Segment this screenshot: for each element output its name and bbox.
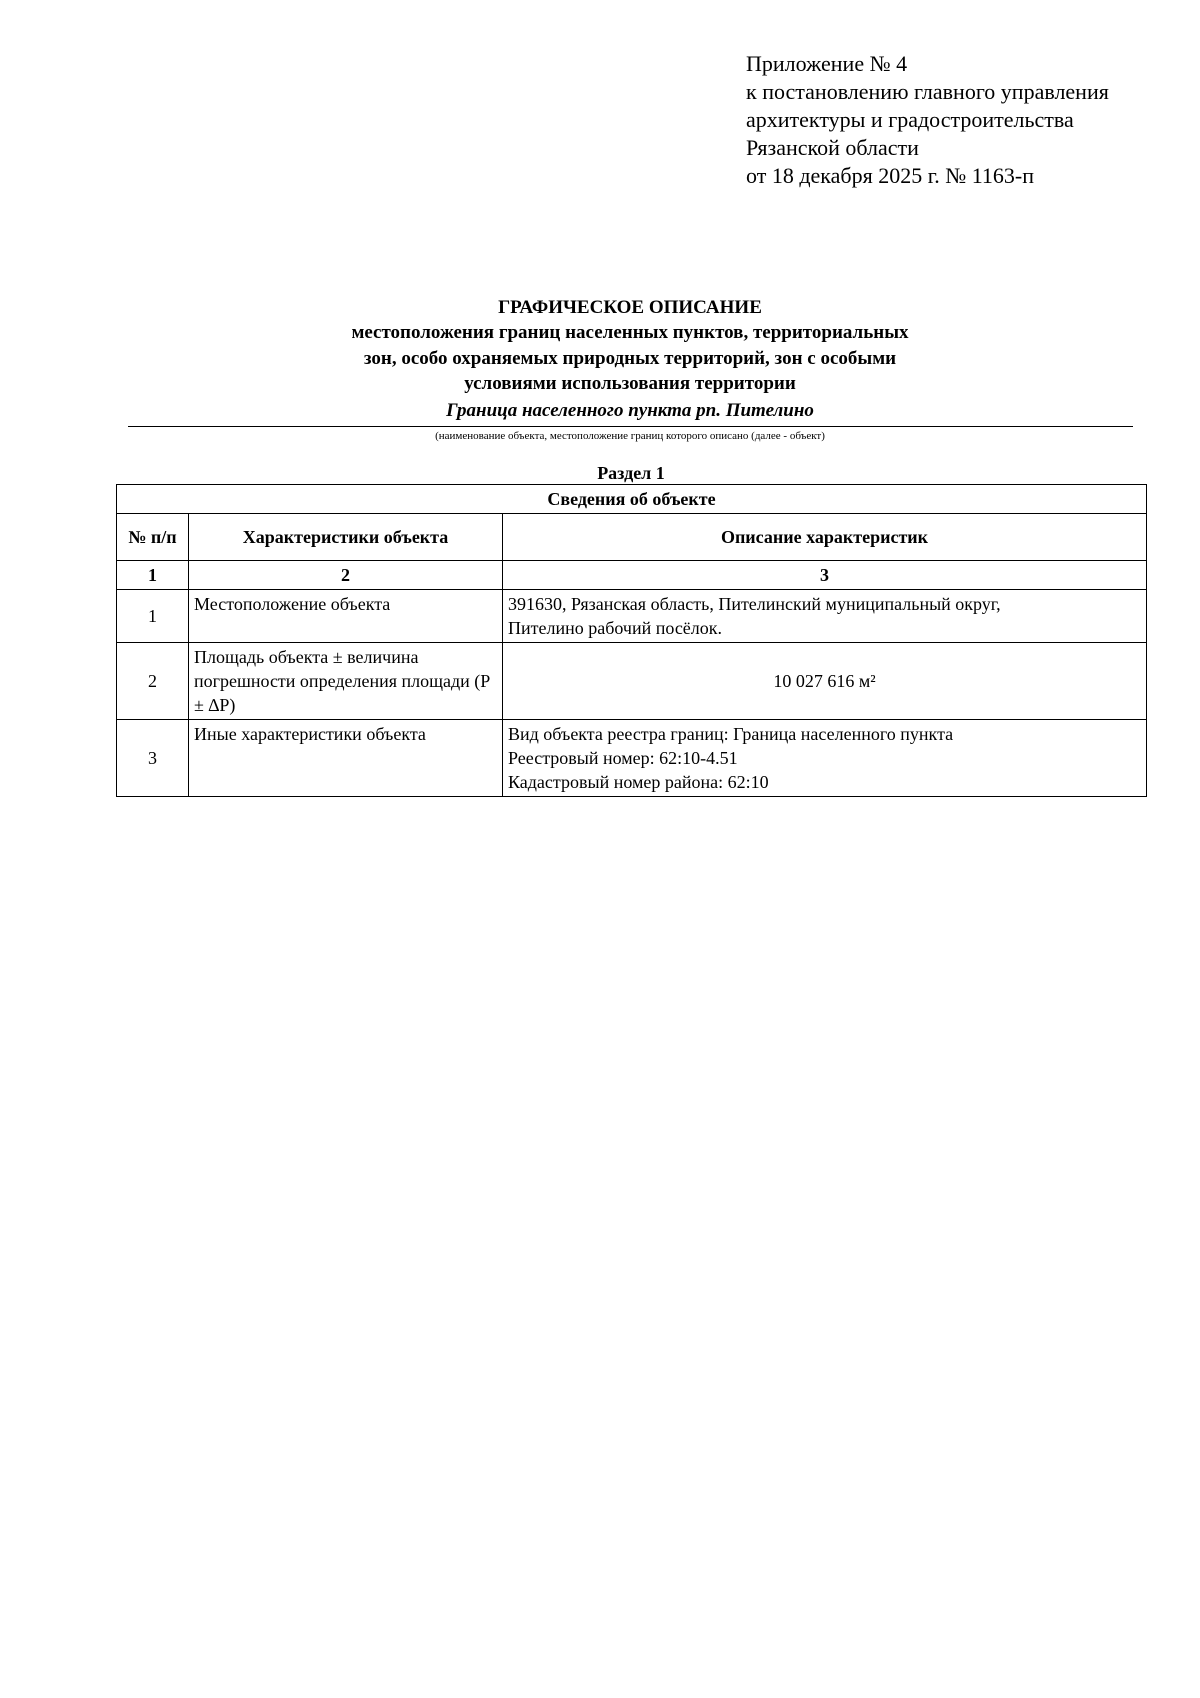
row-number: 1 [117, 590, 189, 643]
appendix-line: Рязанской области [746, 135, 919, 160]
description-line: 391630, Рязанская область, Пителинский муниципальный округ, [508, 594, 1001, 614]
row-characteristic: Площадь объекта ± величина погрешности определения площади (P ± ∆P) [189, 643, 503, 720]
table-row [117, 590, 1147, 643]
row-description [503, 590, 1147, 643]
document-subtitle-line: зон, особо охраняемых природных территорий, зон с особыми [363, 348, 897, 369]
column-number: 2 [189, 561, 503, 590]
description-line: Пителино рабочий посёлок. [508, 618, 723, 638]
description-line: Реестровый номер: 62:10-4.51 [508, 748, 738, 768]
description-line: Вид объекта реестра границ: Граница населенного пункта [508, 724, 954, 744]
header-characteristic: Характеристики объекта [189, 514, 503, 561]
row-description [503, 643, 1147, 720]
table-header-row [117, 514, 1147, 561]
appendix-line: от 18 декабря 2025 г. № 1163-п [746, 163, 1035, 188]
row-characteristic: Иные характеристики объекта [189, 720, 503, 797]
appendix-line: к постановлению главного управления [746, 79, 1109, 104]
table-row [117, 643, 1147, 720]
row-description [503, 720, 1147, 797]
appendix-line: архитектуры и градостроительства [746, 107, 1074, 132]
object-name-caption: (наименование объекта, местоположение границ которого описано (далее - объект) [435, 430, 825, 442]
column-number-row [117, 561, 1147, 590]
document-title: ГРАФИЧЕСКОЕ ОПИСАНИЕ [498, 297, 762, 318]
section-label: Раздел 1 [597, 463, 665, 483]
header-description: Описание характеристик [503, 514, 1147, 561]
row-characteristic: Местоположение объекта [189, 590, 503, 643]
row-number: 3 [117, 720, 189, 797]
document-subtitle-line: местоположения границ населенных пунктов, территориальных [351, 322, 909, 343]
column-number: 3 [503, 561, 1147, 590]
column-number: 1 [117, 561, 189, 590]
appendix-line: Приложение № 4 [746, 51, 908, 76]
object-name: Граница населенного пункта рп. Пителино [446, 400, 814, 421]
appendix-block [746, 50, 1109, 190]
table-caption-row [117, 485, 1147, 514]
object-info-table [116, 484, 1147, 797]
description-line: Кадастровый номер района: 62:10 [508, 772, 769, 792]
table-caption: Сведения об объекте [117, 485, 1147, 514]
object-name-underline [128, 426, 1133, 427]
table-row [117, 720, 1147, 797]
description-line: 10 027 616 м² [773, 671, 876, 691]
document-subtitle-line: условиями использования территории [464, 373, 796, 394]
header-number: № п/п [117, 514, 189, 561]
row-number: 2 [117, 643, 189, 720]
